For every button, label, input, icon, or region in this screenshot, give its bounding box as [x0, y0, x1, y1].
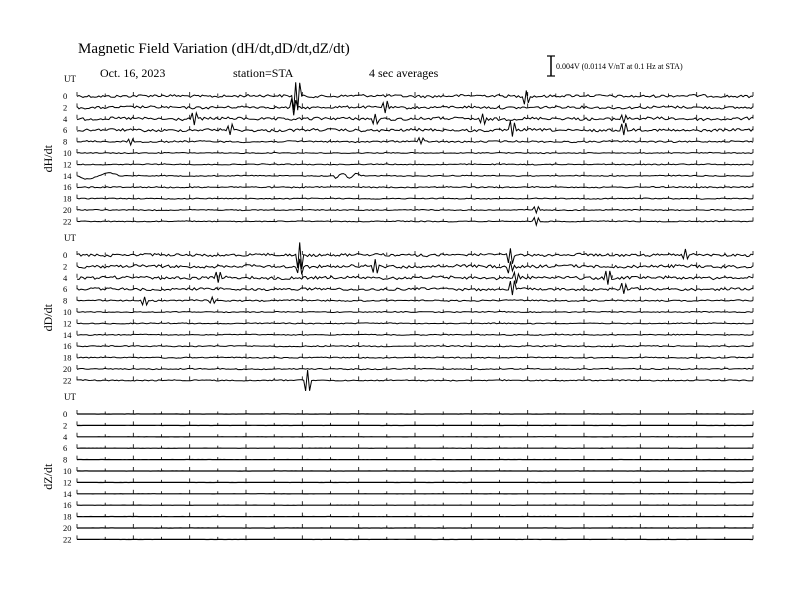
row-label: 16 — [63, 182, 72, 193]
trace-line — [77, 370, 753, 391]
row-label: 14 — [63, 170, 72, 181]
row-label: 20 — [63, 523, 72, 533]
ut-axis-label: UT — [64, 233, 76, 243]
scale-bar — [547, 56, 555, 76]
row-label: 10 — [63, 307, 72, 317]
row-label: 4 — [63, 272, 68, 283]
row-label: 0 — [63, 409, 68, 419]
panel-ylabel: dD/dt — [41, 304, 55, 332]
trace-line — [77, 113, 753, 125]
row-label: 12 — [63, 159, 72, 170]
row-label: 4 — [63, 431, 68, 442]
scale-note: 0.004V (0.0114 V/nT at 0.1 Hz at STA) — [556, 62, 683, 71]
row-label: 12 — [63, 318, 72, 329]
row-label: 6 — [63, 284, 68, 295]
row-label: 12 — [63, 477, 72, 488]
panel-dd-dt — [41, 233, 753, 391]
row-label: 6 — [63, 125, 68, 136]
panel-dz-dt — [41, 392, 753, 544]
row-label: 2 — [63, 261, 68, 272]
row-label: 2 — [63, 102, 68, 113]
trace-line — [77, 259, 753, 275]
row-label: 20 — [63, 364, 72, 374]
row-label: 8 — [63, 136, 68, 147]
chart-title: Magnetic Field Variation (dH/dt,dD/dt,dZ/dt) — [78, 41, 350, 57]
panel-dh-dt — [41, 74, 753, 226]
row-label: 14 — [63, 329, 72, 340]
row-label: 8 — [63, 295, 68, 306]
row-label: 0 — [63, 250, 68, 260]
row-label: 4 — [63, 113, 68, 124]
row-label: 16 — [63, 500, 72, 511]
row-label: 16 — [63, 341, 72, 352]
row-label: 10 — [63, 148, 72, 158]
row-label: 14 — [63, 488, 72, 499]
row-label: 20 — [63, 205, 72, 215]
ut-axis-label: UT — [64, 74, 76, 84]
row-label: 6 — [63, 443, 68, 454]
date-label: Oct. 16, 2023 — [100, 66, 166, 80]
row-label: 10 — [63, 466, 72, 476]
row-label: 22 — [63, 534, 72, 545]
panel-ylabel: dZ/dt — [41, 463, 55, 490]
row-label: 18 — [63, 511, 72, 522]
row-label: 22 — [63, 375, 72, 386]
row-label: 0 — [63, 91, 68, 101]
row-label: 22 — [63, 216, 72, 227]
row-label: 2 — [63, 420, 68, 431]
averaging-label: 4 sec averages — [369, 66, 439, 80]
row-label: 18 — [63, 193, 72, 204]
panel-ylabel: dH/dt — [41, 145, 55, 173]
row-label: 8 — [63, 454, 68, 465]
ut-axis-label: UT — [64, 392, 76, 402]
station-label: station=STA — [233, 66, 294, 80]
row-label: 18 — [63, 352, 72, 363]
